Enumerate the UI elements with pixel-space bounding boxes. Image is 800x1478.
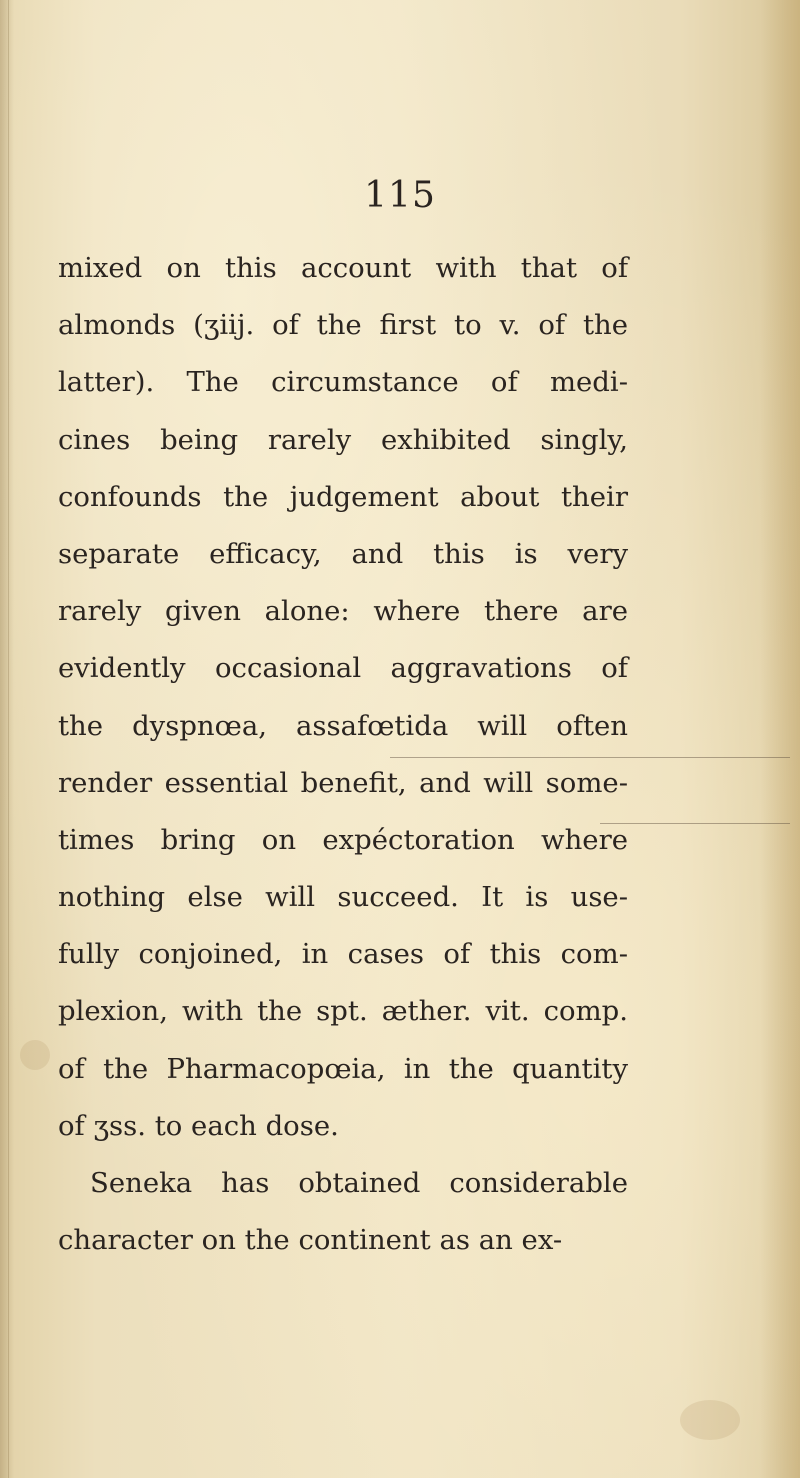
text-line: separate efficacy, and this is very — [58, 537, 628, 570]
text-line: rarely given alone: where there are — [58, 595, 628, 628]
text-line: almonds (ʒiij. of the first to v. of the — [58, 309, 628, 342]
text-line: nothing else will succeed. It is use- — [58, 881, 628, 914]
paper-stain — [20, 1040, 50, 1070]
text-line: render essential benefit, and will some- — [58, 766, 628, 799]
text-line: confounds the judgement about their — [58, 480, 628, 513]
text-line: of the Pharmacopœia, in the quantity — [58, 1052, 628, 1085]
text-line: of ʒss. to each dose. — [58, 1109, 339, 1142]
strike-line — [390, 757, 790, 758]
text-line: character on the continent as an ex- — [58, 1224, 563, 1257]
paper-stain — [680, 1400, 740, 1440]
text-line: mixed on this account with that of — [58, 252, 628, 284]
body-text — [58, 240, 628, 1269]
text-line: the dyspnœa, assafœtida will often — [58, 709, 628, 742]
page-right-edge — [760, 0, 800, 1478]
text-line: cines being rarely exhibited singly, — [58, 423, 628, 456]
page-number: 115 — [364, 175, 436, 216]
page-edge-line — [8, 0, 9, 1478]
text-line: fully conjoined, in cases of this com- — [58, 938, 628, 971]
text-line: plexion, with the spt. æther. vit. comp. — [58, 995, 628, 1028]
text-line: times bring on expéctoration where — [58, 823, 628, 856]
strike-line — [600, 823, 790, 824]
text-line: latter). The circumstance of medi- — [58, 366, 628, 399]
page-left-shadow — [0, 0, 14, 1478]
text-line: Seneka has obtained considerable — [90, 1167, 628, 1199]
text-line: evidently occasional aggravations of — [58, 652, 628, 685]
